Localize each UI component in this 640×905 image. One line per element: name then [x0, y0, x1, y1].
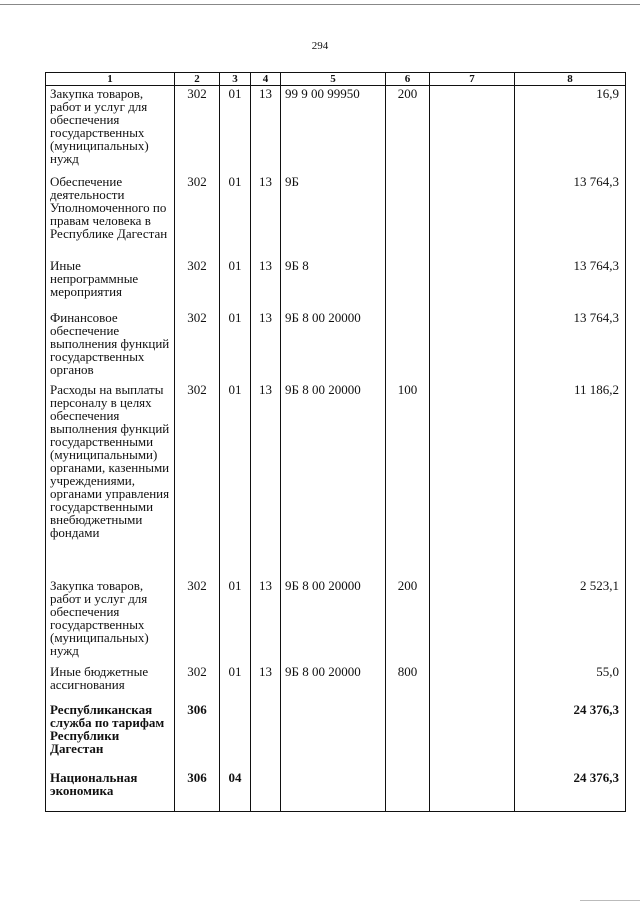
cell-ministry: 306 [175, 702, 220, 770]
top-rule [0, 4, 640, 5]
cell-ministry: 302 [175, 310, 220, 382]
row-name: Обеспечение деятельности Уполномоченного по правам человека в Республике Дагестан [46, 174, 175, 258]
cell-subsection: 13 [251, 174, 281, 258]
cell-subsection: 13 [251, 258, 281, 310]
row-name: Закупка товаров, работ и услуг для обеспечения государственных (муниципальных) нужд [46, 86, 175, 174]
cell-col7 [430, 578, 515, 664]
row-name: Национальная экономика [46, 770, 175, 812]
table-row [46, 174, 626, 258]
bottom-rule [580, 900, 640, 901]
cell-section: 01 [220, 578, 251, 664]
row-name: Республиканская служба по тарифам Республики Дагестан [46, 702, 175, 770]
row-name: Иные бюджетные ассигнования [46, 664, 175, 702]
cell-col7 [430, 258, 515, 310]
cell-subsection: 13 [251, 310, 281, 382]
cell-ministry: 302 [175, 258, 220, 310]
budget-table [45, 72, 626, 812]
cell-section: 01 [220, 664, 251, 702]
cell-target-article: 9Б 8 00 20000 [281, 382, 386, 578]
cell-expense-type [386, 702, 430, 770]
cell-amount: 2 523,1 [515, 578, 626, 664]
cell-subsection [251, 770, 281, 812]
cell-expense-type: 200 [386, 86, 430, 174]
column-header: 1 [46, 73, 175, 86]
column-header: 5 [281, 73, 386, 86]
cell-expense-type: 100 [386, 382, 430, 578]
cell-ministry: 302 [175, 174, 220, 258]
cell-target-article [281, 702, 386, 770]
cell-col7 [430, 86, 515, 174]
cell-subsection: 13 [251, 578, 281, 664]
cell-ministry: 306 [175, 770, 220, 812]
cell-ministry: 302 [175, 664, 220, 702]
column-header: 7 [430, 73, 515, 86]
page-number: 294 [311, 40, 329, 52]
cell-section [220, 702, 251, 770]
cell-amount: 55,0 [515, 664, 626, 702]
cell-section: 01 [220, 382, 251, 578]
cell-target-article: 9Б 8 00 20000 [281, 664, 386, 702]
table-row [46, 86, 626, 174]
table-row [46, 382, 626, 578]
table-row [46, 770, 626, 812]
cell-target-article: 9Б 8 00 20000 [281, 310, 386, 382]
row-name: Финансовое обеспечение выполнения функций государственных органов [46, 310, 175, 382]
cell-section: 01 [220, 86, 251, 174]
cell-col7 [430, 664, 515, 702]
table-row [46, 310, 626, 382]
cell-ministry: 302 [175, 382, 220, 578]
cell-expense-type: 200 [386, 578, 430, 664]
row-name: Расходы на выплаты персоналу в целях обеспечения выполнения функций государственными (муниципальными) органами, казенными учреждениями, органами управления государственными внебюджетными фондами [46, 382, 175, 578]
table-row [46, 258, 626, 310]
cell-section: 04 [220, 770, 251, 812]
cell-subsection: 13 [251, 382, 281, 578]
table-row [46, 578, 626, 664]
cell-expense-type [386, 770, 430, 812]
row-name: Закупка товаров, работ и услуг для обеспечения государственных (муниципальных) нужд [46, 578, 175, 664]
cell-col7 [430, 382, 515, 578]
cell-expense-type: 800 [386, 664, 430, 702]
column-header: 4 [251, 73, 281, 86]
cell-ministry: 302 [175, 578, 220, 664]
cell-amount: 24 376,3 [515, 770, 626, 812]
table-row [46, 664, 626, 702]
column-header: 8 [515, 73, 626, 86]
row-name: Иные непрограммные мероприятия [46, 258, 175, 310]
cell-amount: 24 376,3 [515, 702, 626, 770]
cell-col7 [430, 174, 515, 258]
cell-expense-type [386, 258, 430, 310]
cell-section: 01 [220, 258, 251, 310]
column-header: 6 [386, 73, 430, 86]
cell-target-article: 9Б [281, 174, 386, 258]
cell-col7 [430, 310, 515, 382]
cell-expense-type [386, 310, 430, 382]
cell-target-article [281, 770, 386, 812]
cell-amount: 13 764,3 [515, 310, 626, 382]
table-row [46, 702, 626, 770]
cell-amount: 16,9 [515, 86, 626, 174]
cell-target-article: 9Б 8 [281, 258, 386, 310]
cell-ministry: 302 [175, 86, 220, 174]
cell-target-article: 99 9 00 99950 [281, 86, 386, 174]
cell-amount: 11 186,2 [515, 382, 626, 578]
cell-section: 01 [220, 174, 251, 258]
cell-subsection: 13 [251, 664, 281, 702]
column-header: 3 [220, 73, 251, 86]
cell-expense-type [386, 174, 430, 258]
column-header: 2 [175, 73, 220, 86]
cell-section: 01 [220, 310, 251, 382]
cell-col7 [430, 770, 515, 812]
cell-amount: 13 764,3 [515, 174, 626, 258]
cell-subsection: 13 [251, 86, 281, 174]
cell-amount: 13 764,3 [515, 258, 626, 310]
cell-target-article: 9Б 8 00 20000 [281, 578, 386, 664]
cell-subsection [251, 702, 281, 770]
header-row [46, 73, 626, 86]
cell-col7 [430, 702, 515, 770]
